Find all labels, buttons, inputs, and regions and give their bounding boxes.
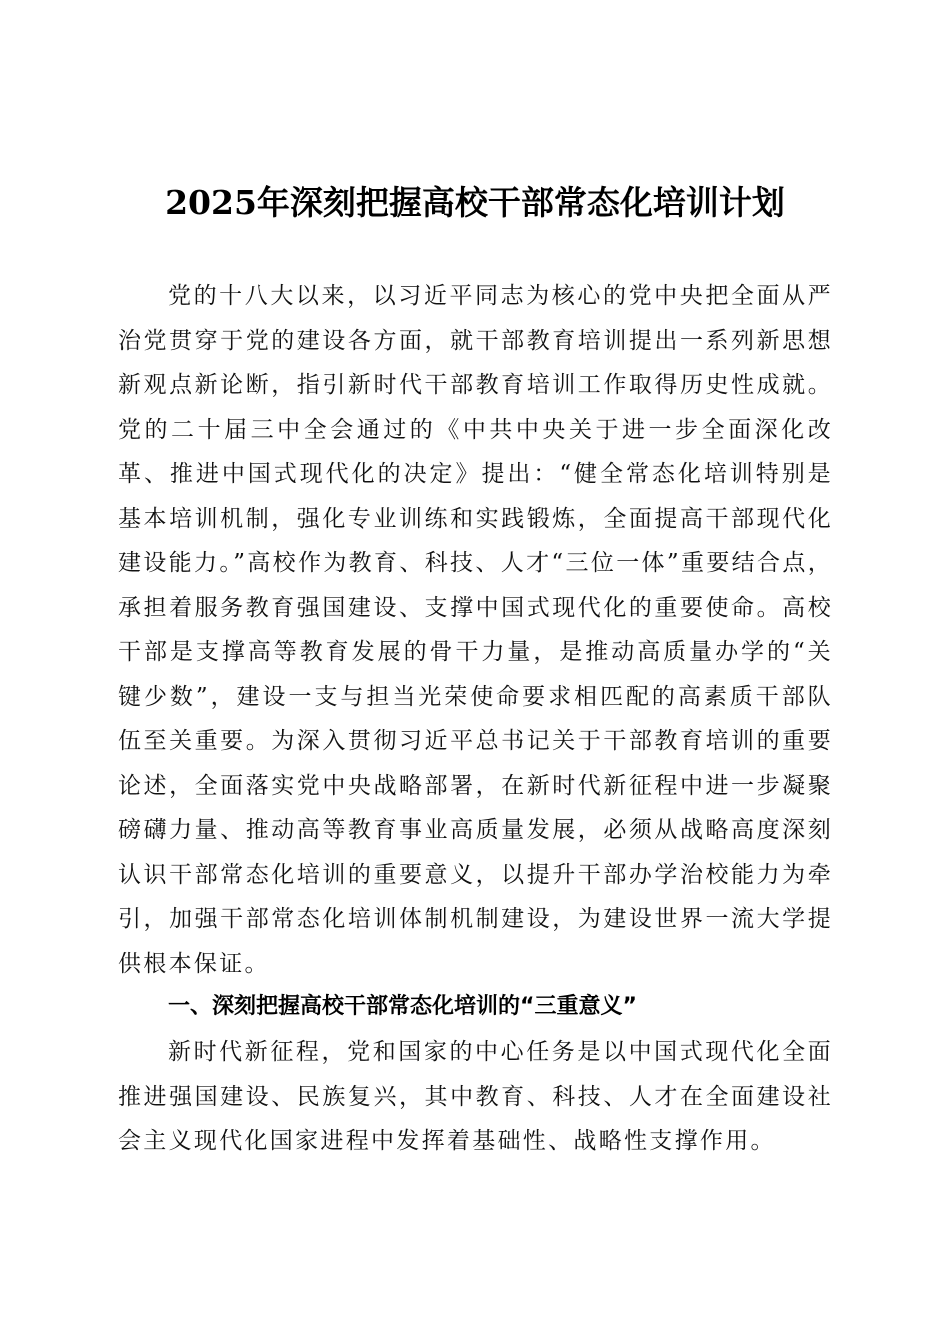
document-title: 2025年深刻把握高校干部常态化培训计划 xyxy=(165,183,785,222)
section-heading: 一、深刻把握高校干部常态化培训的“三重意义” xyxy=(168,994,637,1019)
section-paragraph: 新时代新征程，党和国家的中心任务是以中国式现代化全面推进强国建设、民族复兴，其中教育、科技、人才在全面建设社会主义现代化国家进程中发挥着基础性、战略性支撑作用。 xyxy=(118,1039,833,1154)
intro-paragraph: 党的十八大以来，以习近平同志为核心的党中央把全面从严治党贯穿于党的建设各方面，就干部教育培训提出一系列新思想新观点新论断，指引新时代干部教育培训工作取得历史性成就。党的二十届三中全会通过的《中共中央关于进一步全面深化改革、推进中国式现代化的决定》提出：“健全常态化培训特别是基本培训机制，强化专业训练和实践锻炼，全面提高干部现代化建设能力。”高校作为教育、科技、人才“三位一体”重要结合点，承担着服务教育强国建设、支撑中国式现代化的重要使命。高校干部是支撑高等教育发展的骨干力量，是推动高质量办学的“关键少数”，建设一支与担当光荣使命要求相匹配的高素质干部队伍至关重要。为深入贯彻习近平总书记关于干部教育培训的重要论述，全面落实党中央战略部署，在新时代新征程中进一步凝聚磅礴力量、推动高等教育事业高质量发展，必须从战略高度深刻认识干部常态化培训的重要意义，以提升干部办学治校能力为牵引，加强干部常态化培训体制机制建设，为建设世界一流大学提供根本保证。 xyxy=(118,283,833,977)
